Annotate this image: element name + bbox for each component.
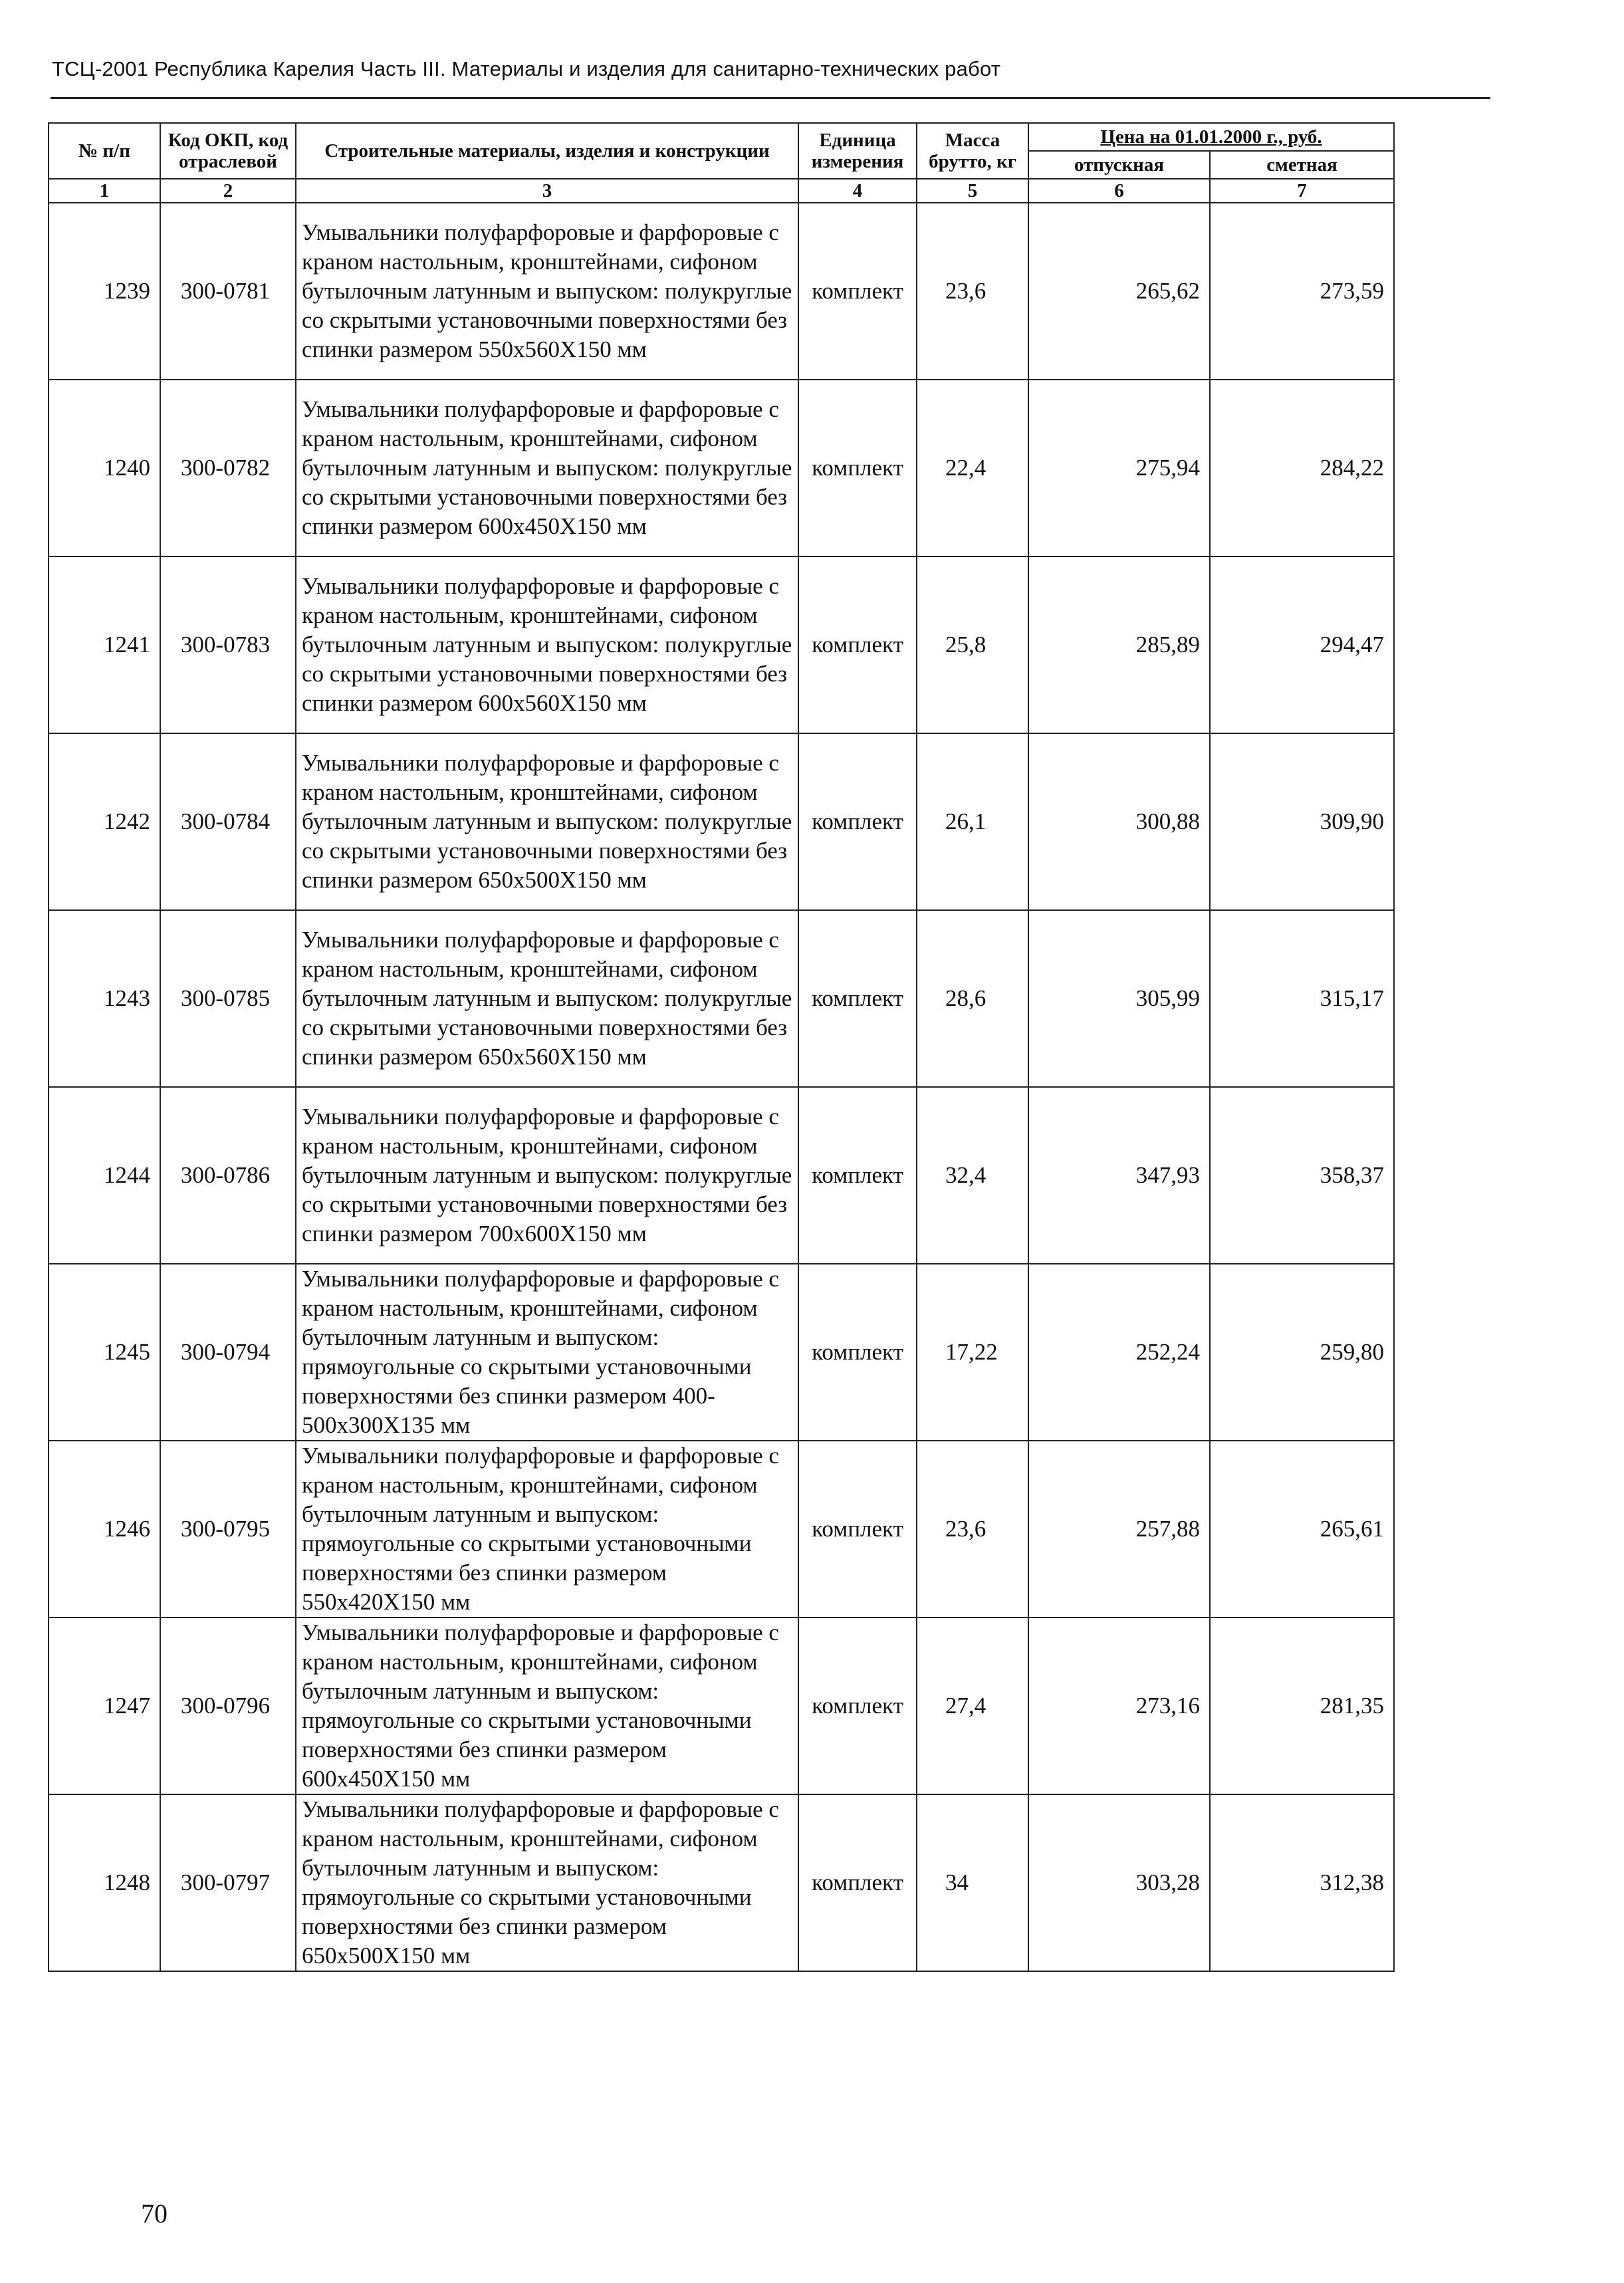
row-unit: комплект	[798, 1264, 917, 1441]
row-code: 300-0796	[160, 1618, 296, 1794]
row-index: 1243	[49, 910, 160, 1087]
row-index: 1244	[49, 1087, 160, 1264]
header-rule	[51, 97, 1490, 99]
row-mass: 32,4	[917, 1087, 1028, 1264]
row-index: 1239	[49, 203, 160, 380]
column-number: 5	[917, 179, 1028, 203]
row-mass: 22,4	[917, 380, 1028, 556]
running-header: ТСЦ-2001 Республика Карелия Часть III. Материалы и изделия для санитарно-технических работ	[52, 57, 1001, 80]
table-row	[49, 556, 1394, 733]
row-price-estimate: 315,17	[1210, 910, 1394, 1087]
row-unit: комплект	[798, 1441, 917, 1618]
column-number: 3	[296, 179, 798, 203]
row-price-release: 265,62	[1028, 203, 1210, 380]
row-description: Умывальники полуфарфоровые и фарфоровые с краном настольным, кронштейнами, сифоном бутылочным латунным и выпуском: полукруглые со скрытыми установочными поверхностями без спинки размером 650х560Х150 мм	[296, 910, 798, 1087]
col-header-mass: Масса брутто, кг	[917, 123, 1028, 179]
row-code: 300-0782	[160, 380, 296, 556]
row-mass: 28,6	[917, 910, 1028, 1087]
row-price-estimate: 265,61	[1210, 1441, 1394, 1618]
row-description: Умывальники полуфарфоровые и фарфоровые с краном настольным, кронштейнами, сифоном бутылочным латунным и выпуском: полукруглые со скрытыми установочными поверхностями без спинки размером 700х600Х150 мм	[296, 1087, 798, 1264]
row-mass: 23,6	[917, 1441, 1028, 1618]
row-description: Умывальники полуфарфоровые и фарфоровые с краном настольным, кронштейнами, сифоном бутылочным латунным и выпуском: полукруглые со скрытыми установочными поверхностями без спинки размером 600х560Х150 мм	[296, 556, 798, 733]
row-unit: комплект	[798, 1087, 917, 1264]
table-row	[49, 733, 1394, 910]
page-number: 70	[141, 2199, 168, 2228]
table-row	[49, 1441, 1394, 1618]
row-description: Умывальники полуфарфоровые и фарфоровые с краном настольным, кронштейнами, сифоном бутылочным латунным и выпуском: прямоугольные со скрытыми установочными поверхностями без спинки размером 600х450Х150 мм	[296, 1618, 798, 1794]
row-index: 1246	[49, 1441, 160, 1618]
col-header-code: Код ОКП, код отраслевой	[160, 123, 296, 179]
row-mass: 25,8	[917, 556, 1028, 733]
row-index: 1242	[49, 733, 160, 910]
row-price-release: 347,93	[1028, 1087, 1210, 1264]
row-unit: комплект	[798, 733, 917, 910]
row-unit: комплект	[798, 380, 917, 556]
row-unit: комплект	[798, 1794, 917, 1971]
row-code: 300-0797	[160, 1794, 296, 1971]
table-row	[49, 910, 1394, 1087]
table-row	[49, 380, 1394, 556]
row-price-release: 303,28	[1028, 1794, 1210, 1971]
table-row	[49, 203, 1394, 380]
row-index: 1241	[49, 556, 160, 733]
col-header-unit: Единица измерения	[798, 123, 917, 179]
row-code: 300-0786	[160, 1087, 296, 1264]
row-price-estimate: 312,38	[1210, 1794, 1394, 1971]
table-row	[49, 1794, 1394, 1971]
row-index: 1248	[49, 1794, 160, 1971]
col-header-price-estimate: сметная	[1210, 151, 1394, 179]
row-price-estimate: 259,80	[1210, 1264, 1394, 1441]
row-price-estimate: 294,47	[1210, 556, 1394, 733]
row-price-release: 252,24	[1028, 1264, 1210, 1441]
row-price-release: 275,94	[1028, 380, 1210, 556]
col-header-price-group: Цена на 01.01.2000 г., руб.	[1028, 123, 1394, 151]
row-price-release: 273,16	[1028, 1618, 1210, 1794]
col-header-idx: № п/п	[49, 123, 160, 179]
row-description: Умывальники полуфарфоровые и фарфоровые с краном настольным, кронштейнами, сифоном бутылочным латунным и выпуском: прямоугольные со скрытыми установочными поверхностями без спинки размером 400-500х300Х135 мм	[296, 1264, 798, 1441]
row-price-release: 305,99	[1028, 910, 1210, 1087]
column-number-row	[49, 179, 1394, 203]
column-number: 6	[1028, 179, 1210, 203]
row-description: Умывальники полуфарфоровые и фарфоровые с краном настольным, кронштейнами, сифоном бутылочным латунным и выпуском: прямоугольные со скрытыми установочными поверхностями без спинки размером 650х500Х150 мм	[296, 1794, 798, 1971]
row-code: 300-0794	[160, 1264, 296, 1441]
row-unit: комплект	[798, 910, 917, 1087]
column-number: 1	[49, 179, 160, 203]
table-row	[49, 1087, 1394, 1264]
price-table	[48, 122, 1395, 1972]
row-description: Умывальники полуфарфоровые и фарфоровые с краном настольным, кронштейнами, сифоном бутылочным латунным и выпуском: полукруглые со скрытыми установочными поверхностями без спинки размером 650х500Х150 мм	[296, 733, 798, 910]
row-index: 1247	[49, 1618, 160, 1794]
column-number: 2	[160, 179, 296, 203]
row-code: 300-0781	[160, 203, 296, 380]
row-price-release: 300,88	[1028, 733, 1210, 910]
row-index: 1240	[49, 380, 160, 556]
row-mass: 27,4	[917, 1618, 1028, 1794]
row-code: 300-0784	[160, 733, 296, 910]
row-price-estimate: 281,35	[1210, 1618, 1394, 1794]
row-price-estimate: 273,59	[1210, 203, 1394, 380]
row-code: 300-0783	[160, 556, 296, 733]
row-price-release: 257,88	[1028, 1441, 1210, 1618]
row-price-estimate: 358,37	[1210, 1087, 1394, 1264]
row-unit: комплект	[798, 556, 917, 733]
row-index: 1245	[49, 1264, 160, 1441]
row-unit: комплект	[798, 203, 917, 380]
table-row	[49, 1618, 1394, 1794]
row-mass: 17,22	[917, 1264, 1028, 1441]
table-row	[49, 1264, 1394, 1441]
row-price-estimate: 309,90	[1210, 733, 1394, 910]
col-header-price-release: отпускная	[1028, 151, 1210, 179]
row-mass: 34	[917, 1794, 1028, 1971]
row-mass: 26,1	[917, 733, 1028, 910]
row-description: Умывальники полуфарфоровые и фарфоровые с краном настольным, кронштейнами, сифоном бутылочным латунным и выпуском: прямоугольные со скрытыми установочными поверхностями без спинки размером 550х420Х150 мм	[296, 1441, 798, 1618]
row-code: 300-0795	[160, 1441, 296, 1618]
row-price-release: 285,89	[1028, 556, 1210, 733]
col-header-name: Строительные материалы, изделия и конструкции	[296, 123, 798, 179]
row-unit: комплект	[798, 1618, 917, 1794]
row-code: 300-0785	[160, 910, 296, 1087]
column-number: 4	[798, 179, 917, 203]
row-description: Умывальники полуфарфоровые и фарфоровые с краном настольным, кронштейнами, сифоном бутылочным латунным и выпуском: полукруглые со скрытыми установочными поверхностями без спинки размером 600х450Х150 мм	[296, 380, 798, 556]
column-number: 7	[1210, 179, 1394, 203]
row-mass: 23,6	[917, 203, 1028, 380]
row-description: Умывальники полуфарфоровые и фарфоровые с краном настольным, кронштейнами, сифоном бутылочным латунным и выпуском: полукруглые со скрытыми установочными поверхностями без спинки размером 550х560Х150 мм	[296, 203, 798, 380]
row-price-estimate: 284,22	[1210, 380, 1394, 556]
